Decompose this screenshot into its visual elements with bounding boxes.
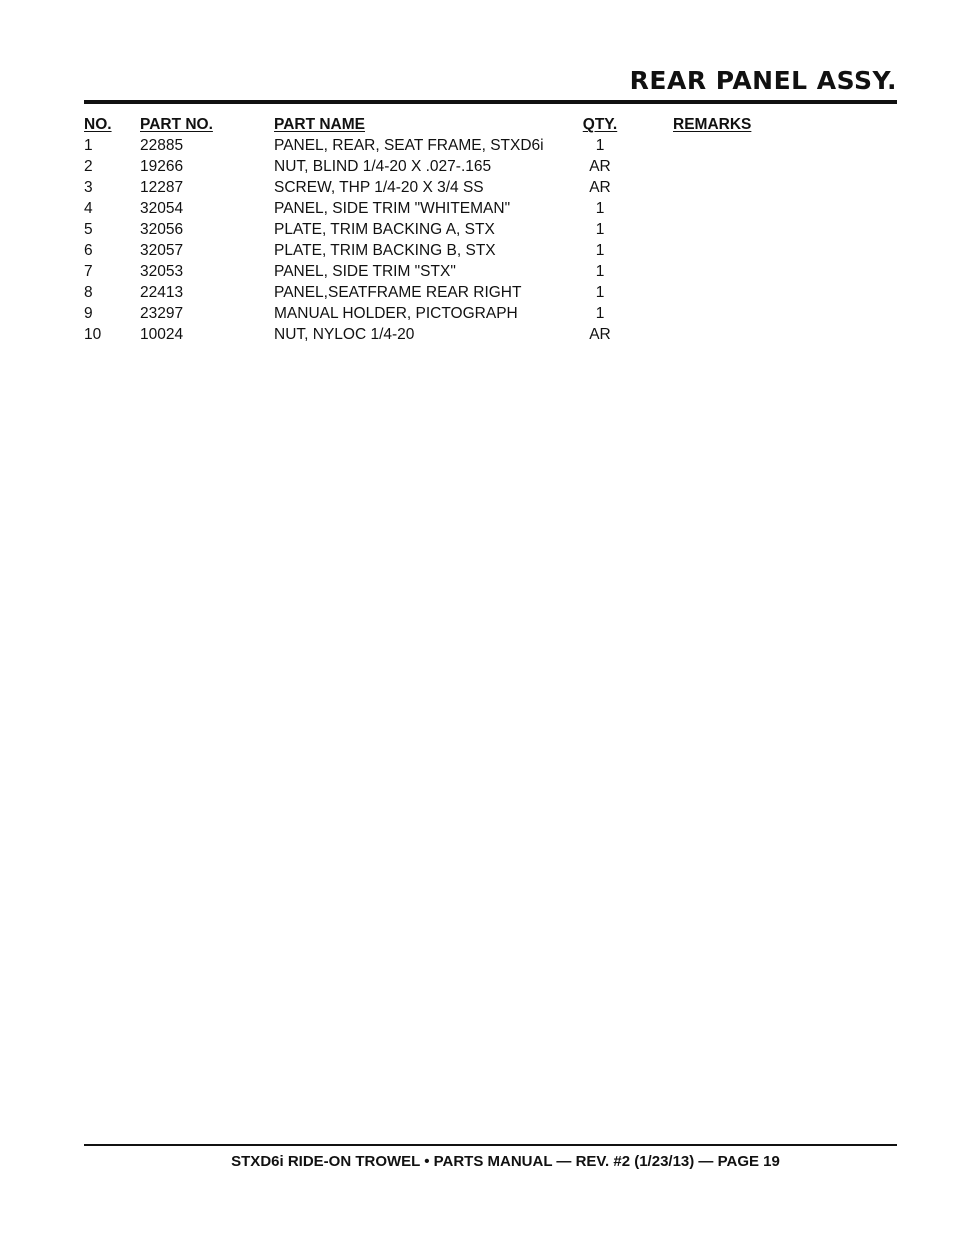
cell-part-name: PLATE, TRIM BACKING A, STX [274, 221, 495, 238]
cell-part-name: PANEL, SIDE TRIM "STX" [274, 263, 456, 280]
cell-part-no: 32056 [140, 221, 184, 238]
cell-part-name: PLATE, TRIM BACKING B, STX [274, 242, 496, 259]
table-row [84, 135, 897, 156]
table-row [84, 240, 897, 261]
cell-part-name: NUT, BLIND 1/4-20 X .027-.165 [274, 158, 492, 175]
header-qty: QTY. [582, 116, 618, 133]
table-row [84, 303, 897, 324]
parts-table [84, 114, 897, 345]
cell-part-name: PANEL, REAR, SEAT FRAME, STXD6i [274, 137, 544, 154]
page-footer: STXD6i RIDE-ON TROWEL • PARTS MANUAL — REV. #2 (1/23/13) — PAGE 19 [231, 1153, 780, 1170]
cell-part-no: 32053 [140, 263, 184, 280]
cell-part-no: 32054 [140, 200, 184, 217]
cell-part-name: SCREW, THP 1/4-20 X 3/4 SS [274, 179, 484, 196]
cell-qty: 1 [595, 242, 605, 259]
cell-part-name: NUT, NYLOC 1/4-20 [274, 326, 415, 343]
cell-qty: AR [589, 326, 611, 343]
table-row [84, 177, 897, 198]
footer-divider [84, 1144, 897, 1146]
table-row [84, 219, 897, 240]
header-no: NO. [84, 116, 112, 133]
title-divider [84, 100, 897, 104]
cell-qty: AR [589, 179, 611, 196]
cell-no: 5 [84, 221, 93, 238]
cell-part-no: 10024 [140, 326, 184, 343]
table-body [84, 135, 897, 345]
cell-part-no: 32057 [140, 242, 184, 259]
cell-qty: 1 [595, 221, 605, 238]
cell-qty: 1 [595, 284, 605, 301]
cell-no: 1 [84, 137, 93, 154]
cell-part-name: PANEL,SEATFRAME REAR RIGHT [274, 284, 522, 301]
cell-no: 6 [84, 242, 93, 259]
cell-no: 7 [84, 263, 93, 280]
table-row [84, 198, 897, 219]
cell-qty: 1 [595, 137, 605, 154]
table-row [84, 282, 897, 303]
header-part-no: PART NO. [140, 116, 213, 133]
header-remarks: REMARKS [673, 116, 752, 133]
cell-part-no: 19266 [140, 158, 184, 175]
cell-no: 3 [84, 179, 93, 196]
table-row [84, 261, 897, 282]
cell-no: 2 [84, 158, 93, 175]
cell-no: 4 [84, 200, 93, 217]
cell-qty: 1 [595, 263, 605, 280]
header-part-name: PART NAME [274, 116, 365, 133]
cell-no: 8 [84, 284, 93, 301]
table-row [84, 156, 897, 177]
cell-part-no: 23297 [140, 305, 184, 322]
cell-no: 10 [84, 326, 102, 343]
cell-no: 9 [84, 305, 93, 322]
table-row [84, 324, 897, 345]
cell-part-name: PANEL, SIDE TRIM "WHITEMAN" [274, 200, 511, 217]
table-header-row [84, 114, 897, 135]
cell-part-no: 22413 [140, 284, 184, 301]
cell-qty: AR [589, 158, 611, 175]
cell-part-no: 22885 [140, 137, 184, 154]
cell-qty: 1 [595, 200, 605, 217]
page-title: REAR PANEL ASSY. [629, 66, 897, 95]
cell-part-no: 12287 [140, 179, 184, 196]
cell-part-name: MANUAL HOLDER, PICTOGRAPH [274, 305, 518, 322]
cell-qty: 1 [595, 305, 605, 322]
